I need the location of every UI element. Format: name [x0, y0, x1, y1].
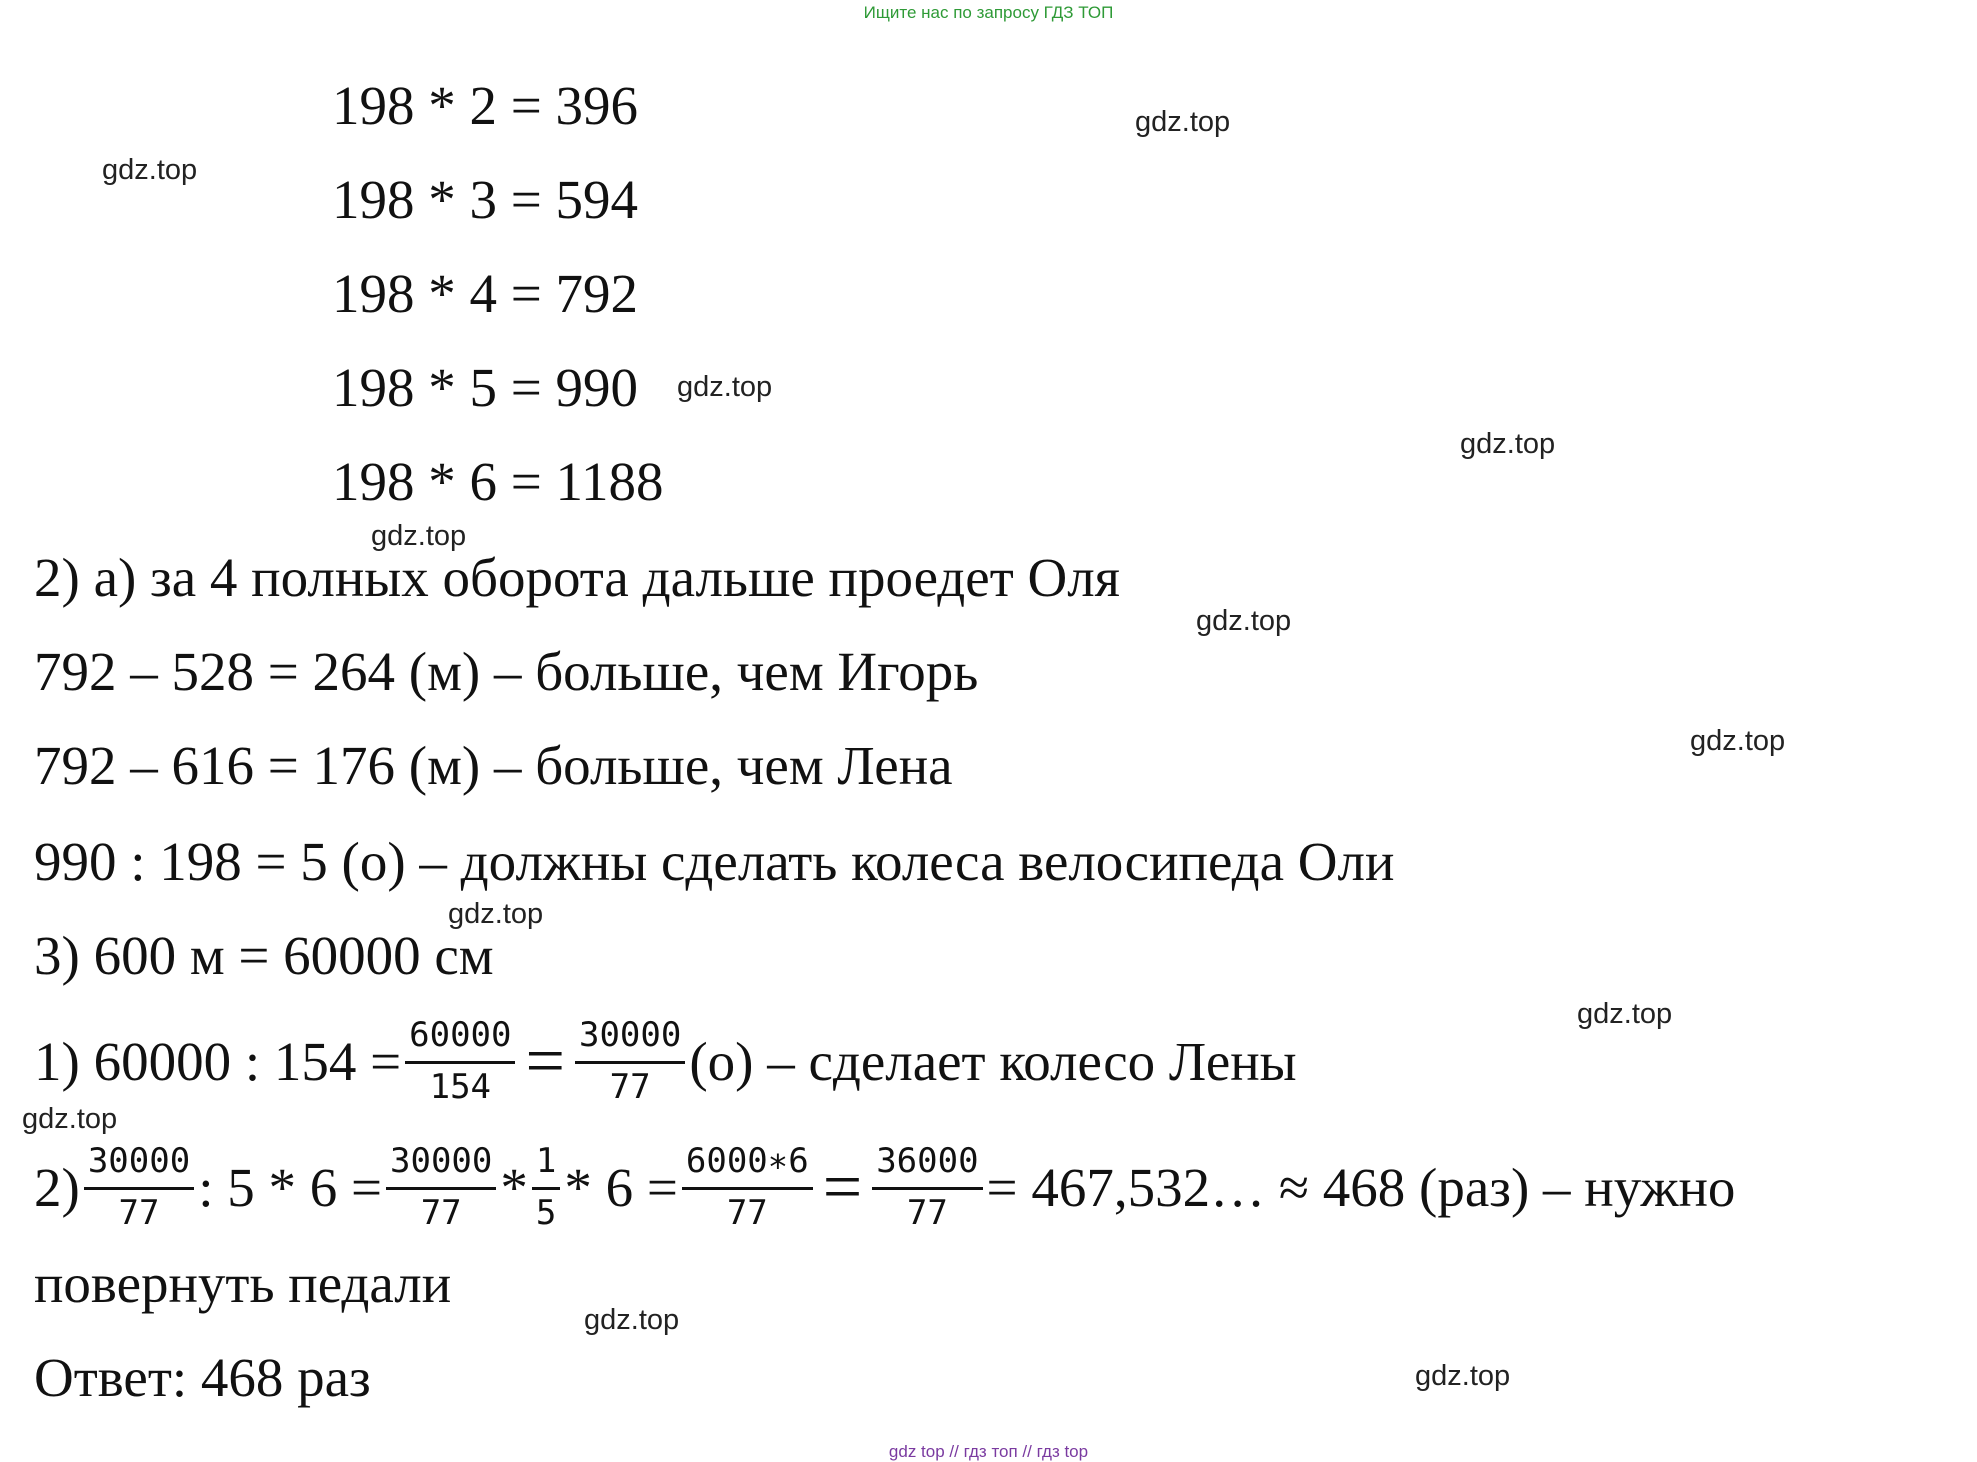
watermark: gdz.top	[1690, 725, 1786, 757]
fraction-numerator: 1	[532, 1142, 560, 1190]
fraction-numerator: 30000	[575, 1016, 685, 1064]
line-division: 990 : 198 = 5 (о) – должны сделать колеса велосипеда Оли	[34, 831, 1395, 892]
watermark: gdz.top	[1135, 106, 1231, 138]
watermark: gdz.top	[584, 1304, 680, 1336]
watermark: gdz.top	[102, 154, 198, 186]
step-1-prefix: 1) 60000 : 154 =	[34, 1031, 402, 1093]
product-line: 198 * 2 = 396	[332, 75, 639, 136]
product-line: 198 * 6 = 1188	[332, 451, 664, 512]
step-2-continuation: повернуть педали	[34, 1253, 452, 1314]
line-3: 3) 600 м = 60000 см	[34, 925, 494, 986]
line-diff-lena: 792 – 616 = 176 (м) – больше, чем Лена	[34, 735, 953, 796]
fraction	[575, 1016, 685, 1107]
product-line: 198 * 4 = 792	[332, 263, 639, 324]
fraction	[386, 1142, 496, 1233]
fraction-denominator: 154	[429, 1067, 492, 1108]
watermark: gdz.top	[448, 898, 544, 930]
watermark: gdz.top	[371, 520, 467, 552]
step-2-prefix: 2)	[34, 1157, 80, 1219]
fraction	[532, 1142, 560, 1233]
watermark: gdz.top	[1415, 1360, 1511, 1392]
step-2-operator: * 6 =	[564, 1157, 678, 1219]
product-line: 198 * 3 = 594	[332, 169, 639, 230]
step-2-operator: : 5 * 6 =	[198, 1157, 382, 1219]
line-2a: 2) а) за 4 полных оборота дальше проедет Оля	[34, 547, 1120, 608]
step-1-suffix: (о) – сделает колесо Лены	[689, 1031, 1297, 1093]
watermark: gdz.top	[1196, 605, 1292, 637]
fraction	[872, 1142, 982, 1233]
fraction	[84, 1142, 194, 1233]
answer: Ответ: 468 раз	[34, 1347, 371, 1408]
fraction-denominator: 77	[726, 1193, 768, 1234]
step-2-operator: *	[500, 1157, 528, 1219]
watermark: gdz.top	[1460, 428, 1556, 460]
fraction	[682, 1142, 813, 1233]
fraction-denominator: 77	[906, 1193, 948, 1234]
fraction-numerator: 30000	[386, 1142, 496, 1190]
fraction-numerator: 60000	[405, 1016, 515, 1064]
watermark: gdz.top	[677, 371, 773, 403]
watermark: gdz.top	[22, 1103, 118, 1135]
fraction-denominator: 77	[420, 1193, 462, 1234]
fraction	[405, 1016, 515, 1107]
footer-links: gdz top // гдз топ // гдз top	[888, 1442, 1089, 1461]
equals-sign: =	[822, 1148, 863, 1226]
fraction-numerator: 6000∗6	[682, 1142, 813, 1190]
fraction-numerator: 30000	[84, 1142, 194, 1190]
line-diff-igor: 792 – 528 = 264 (м) – больше, чем Игорь	[34, 641, 979, 702]
product-line: 198 * 5 = 990	[332, 357, 639, 418]
equals-sign: =	[525, 1022, 565, 1100]
fraction-denominator: 5	[535, 1193, 557, 1234]
top-banner: Ищите нас по запросу ГДЗ ТОП	[863, 3, 1114, 22]
fraction-numerator: 36000	[872, 1142, 982, 1190]
watermark: gdz.top	[1577, 998, 1673, 1030]
fraction-denominator: 77	[118, 1193, 160, 1234]
step-2-suffix: = 467,532… ≈ 468 (раз) – нужно	[986, 1157, 1736, 1219]
step-1-line	[34, 1016, 1297, 1107]
step-2-line	[34, 1142, 1735, 1233]
fraction-denominator: 77	[609, 1067, 651, 1108]
